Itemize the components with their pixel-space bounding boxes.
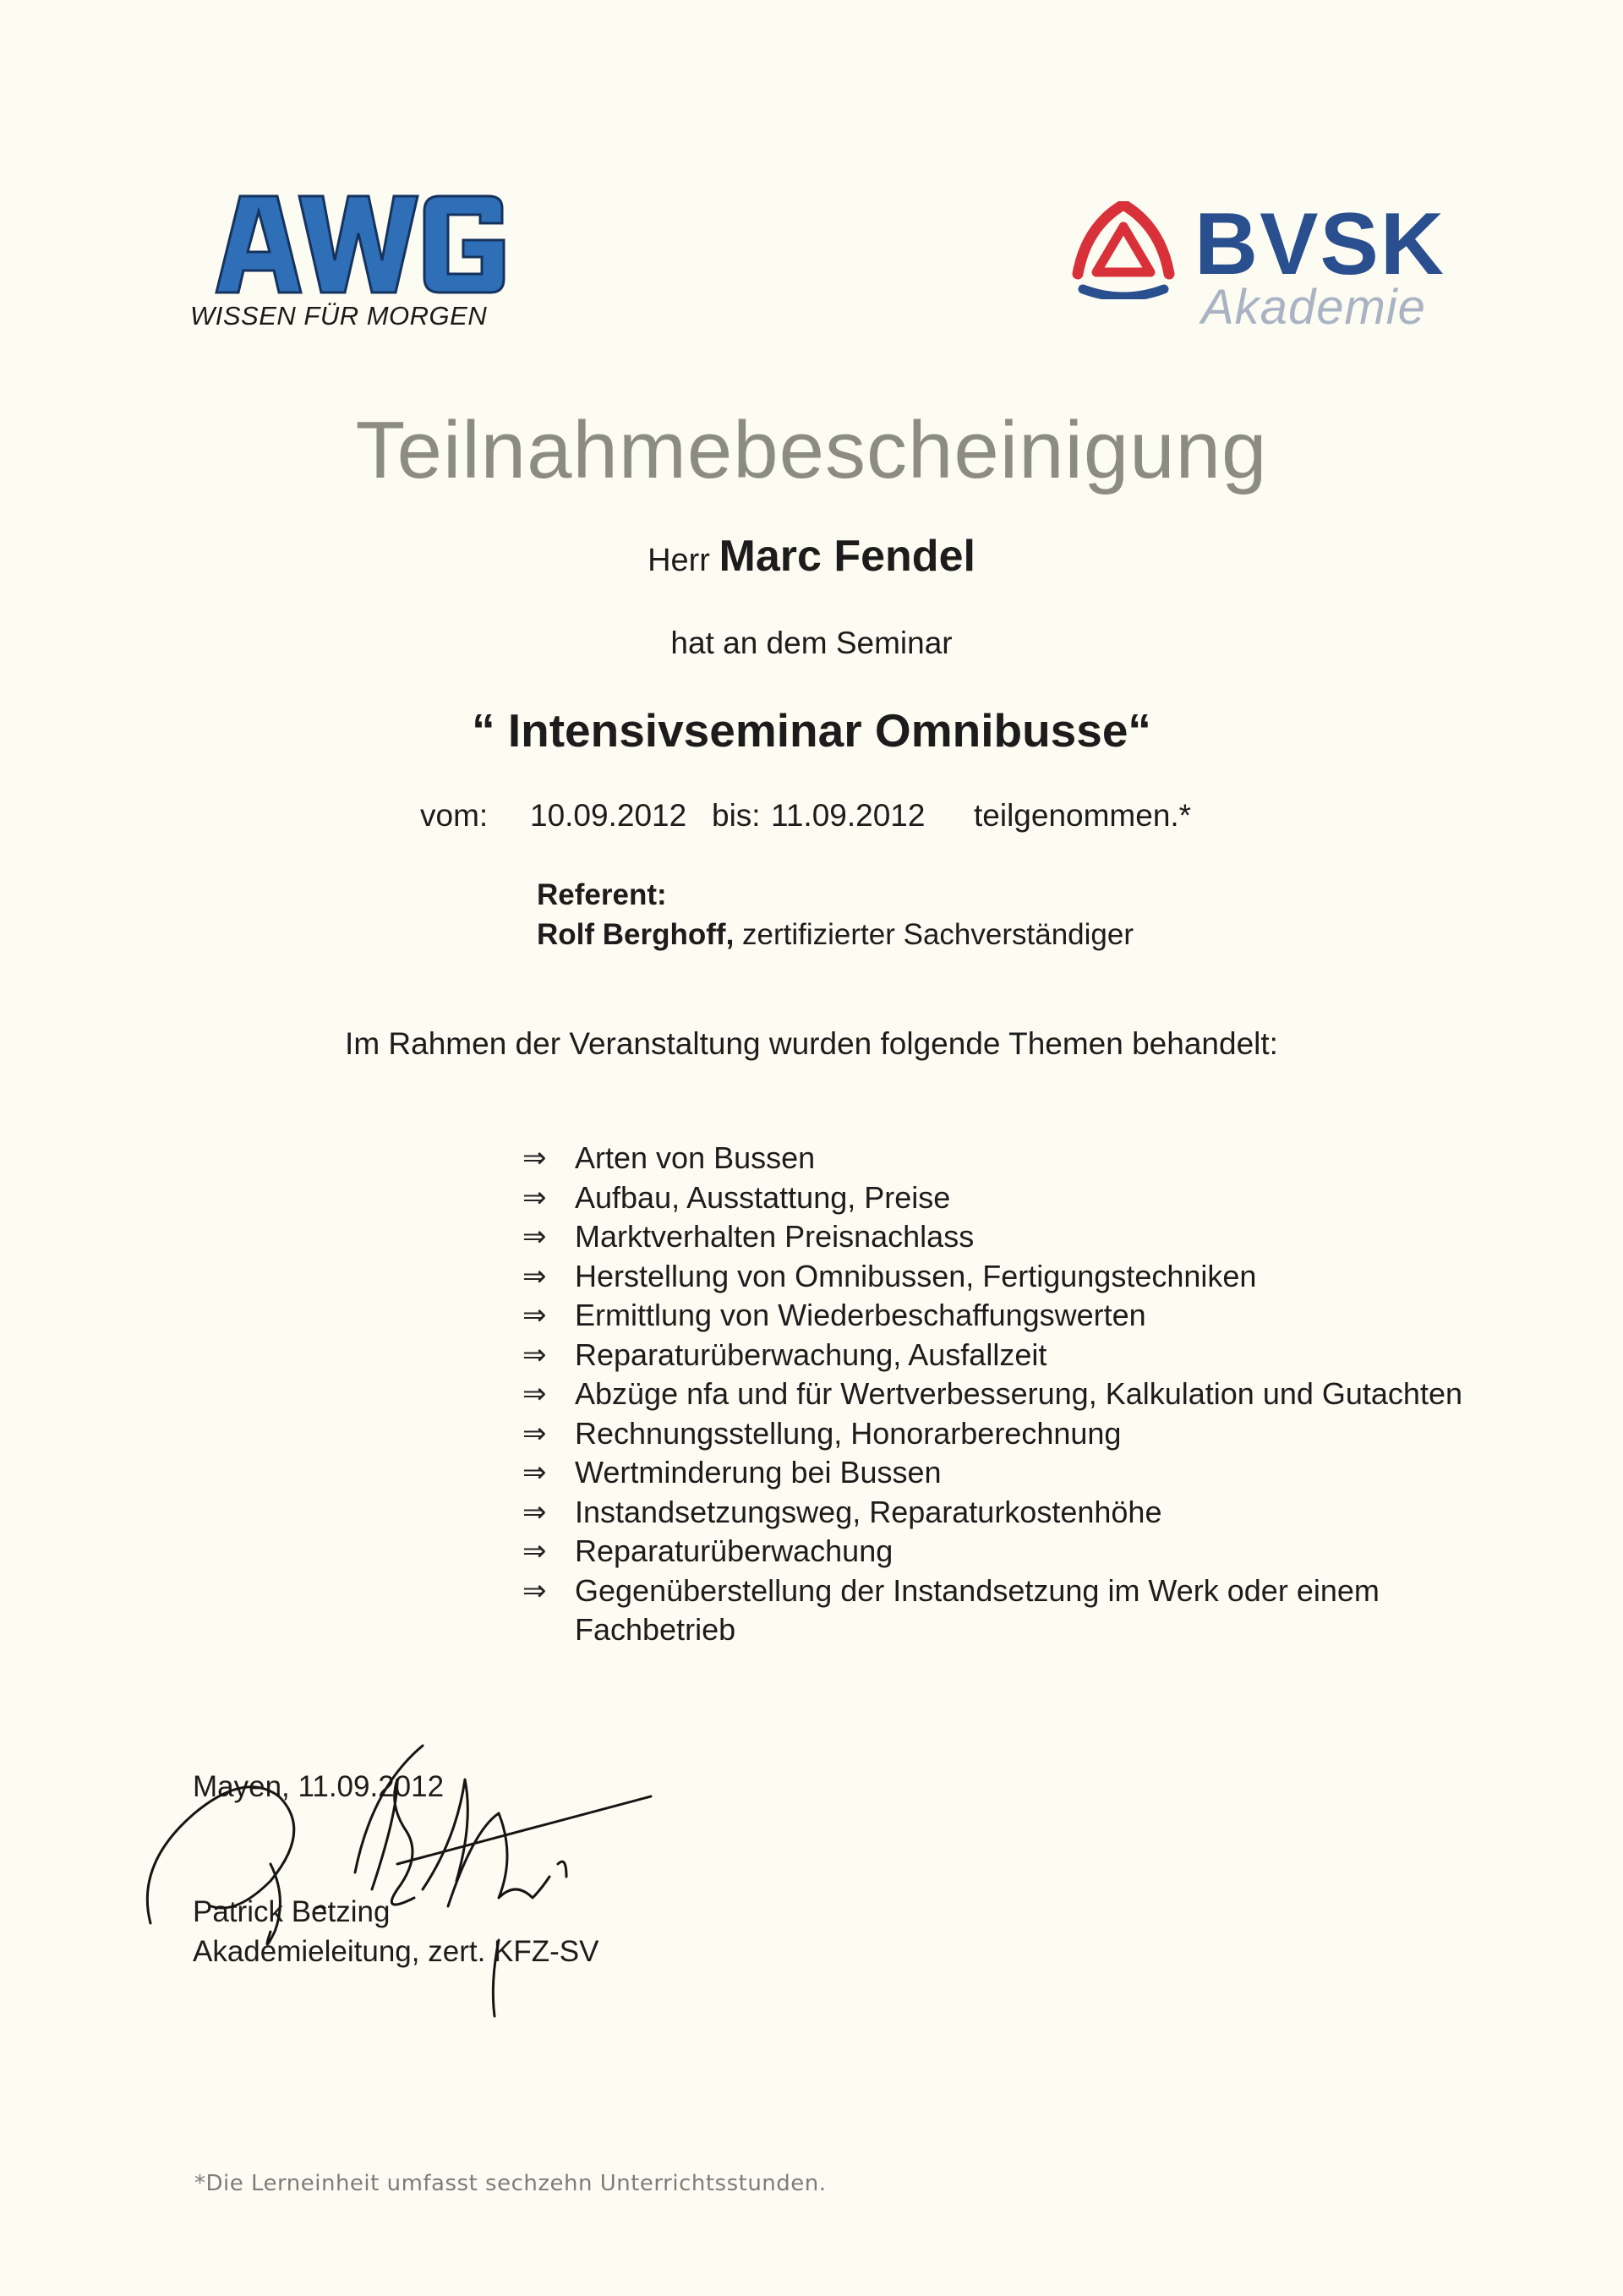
participation-status: teilgenommen.* (974, 798, 1192, 833)
arrow-icon: ⇒ (522, 1299, 547, 1331)
list-item (522, 1257, 1469, 1297)
recipient-line (0, 531, 1623, 582)
topics-list (522, 1139, 1469, 1650)
arrow-icon: ⇒ (522, 1260, 547, 1293)
bvsk-name: BVSK (1194, 195, 1445, 293)
topic-text: Reparaturüberwachung (575, 1533, 893, 1568)
date-to-label: bis: (712, 798, 761, 833)
seminar-title: “ Intensivseminar Omnibusse“ (472, 704, 1151, 757)
arrow-icon: ⇒ (522, 1457, 547, 1489)
arrow-icon: ⇒ (522, 1495, 547, 1528)
handwritten-signature (144, 1686, 668, 2042)
awg-logo (190, 193, 511, 336)
list-item (522, 1336, 1469, 1375)
referent-name: Rolf Berghoff, (537, 918, 735, 951)
bvsk-subtitle: Akademie (1201, 280, 1426, 335)
topic-text: Instandsetzungsweg, Reparaturkostenhöhe (575, 1494, 1162, 1529)
referent-label: Referent: (537, 878, 667, 911)
arrow-icon: ⇒ (522, 1142, 547, 1174)
place-date: Mayen, 11.09.2012 (193, 1770, 445, 1803)
topic-text: Wertminderung bei Bussen (575, 1455, 942, 1490)
topic-text: Rechnungsstellung, Honorarberechnung (575, 1415, 1122, 1451)
topic-text: Gegenüberstellung der Instandsetzung im Werk oder einem Fachbetrieb (575, 1572, 1380, 1647)
topic-text: Marktverhalten Preisnachlass (575, 1219, 975, 1254)
list-item (522, 1414, 1469, 1454)
arrow-icon: ⇒ (522, 1338, 547, 1371)
referent-role: zertifizierter Sachverständiger (742, 918, 1134, 951)
bvsk-logo (1069, 195, 1445, 336)
date-to: 11.09.2012 (771, 798, 926, 833)
list-item (522, 1217, 1469, 1257)
list-item (522, 1453, 1469, 1493)
list-item (522, 1493, 1469, 1533)
arrow-icon: ⇒ (522, 1574, 547, 1607)
arrow-icon: ⇒ (522, 1535, 547, 1567)
topic-text: Reparaturüberwachung, Ausfallzeit (575, 1337, 1047, 1372)
list-item (522, 1572, 1469, 1650)
intro-line: hat an dem Seminar (670, 626, 953, 660)
list-item (522, 1178, 1469, 1218)
list-item (522, 1532, 1469, 1572)
arrow-icon: ⇒ (522, 1221, 547, 1253)
topic-text: Arten von Bussen (575, 1140, 816, 1175)
certificate-title: Teilnahmebescheinigung (355, 405, 1268, 495)
topic-text: Ermittlung von Wiederbeschaffungswerten (575, 1298, 1146, 1332)
recipient-name: Marc Fendel (719, 532, 975, 581)
list-item (522, 1375, 1469, 1414)
footnote: *Die Lerneinheit umfasst sechzehn Unterrichtsstunden. (194, 2171, 827, 2196)
arrow-icon: ⇒ (522, 1378, 547, 1410)
signer-name: Patrick Betzing (193, 1895, 391, 1928)
awg-wordmark (211, 193, 511, 294)
arrow-icon: ⇒ (522, 1181, 547, 1214)
referent-block (537, 875, 1134, 954)
signer-title: Akademieleitung, zert. KFZ-SV (193, 1935, 599, 1968)
date-from: 10.09.2012 (530, 798, 687, 833)
topics-intro: Im Rahmen der Veranstaltung wurden folgende Themen behandelt: (345, 1026, 1278, 1061)
topic-text: Aufbau, Ausstattung, Preise (575, 1179, 951, 1215)
recipient-salutation: Herr (648, 543, 710, 578)
awg-tagline: WISSEN FÜR MORGEN (190, 301, 488, 331)
arrow-icon: ⇒ (522, 1417, 547, 1450)
topic-text: Herstellung von Omnibussen, Fertigungstechniken (575, 1258, 1257, 1293)
list-item (522, 1296, 1469, 1336)
date-from-label: vom: (420, 798, 489, 833)
bvsk-triangle-mark-icon (1069, 201, 1178, 299)
list-item (522, 1139, 1469, 1178)
topic-text: Abzüge nfa und für Wertverbesserung, Kalkulation und Gutachten (575, 1376, 1462, 1411)
